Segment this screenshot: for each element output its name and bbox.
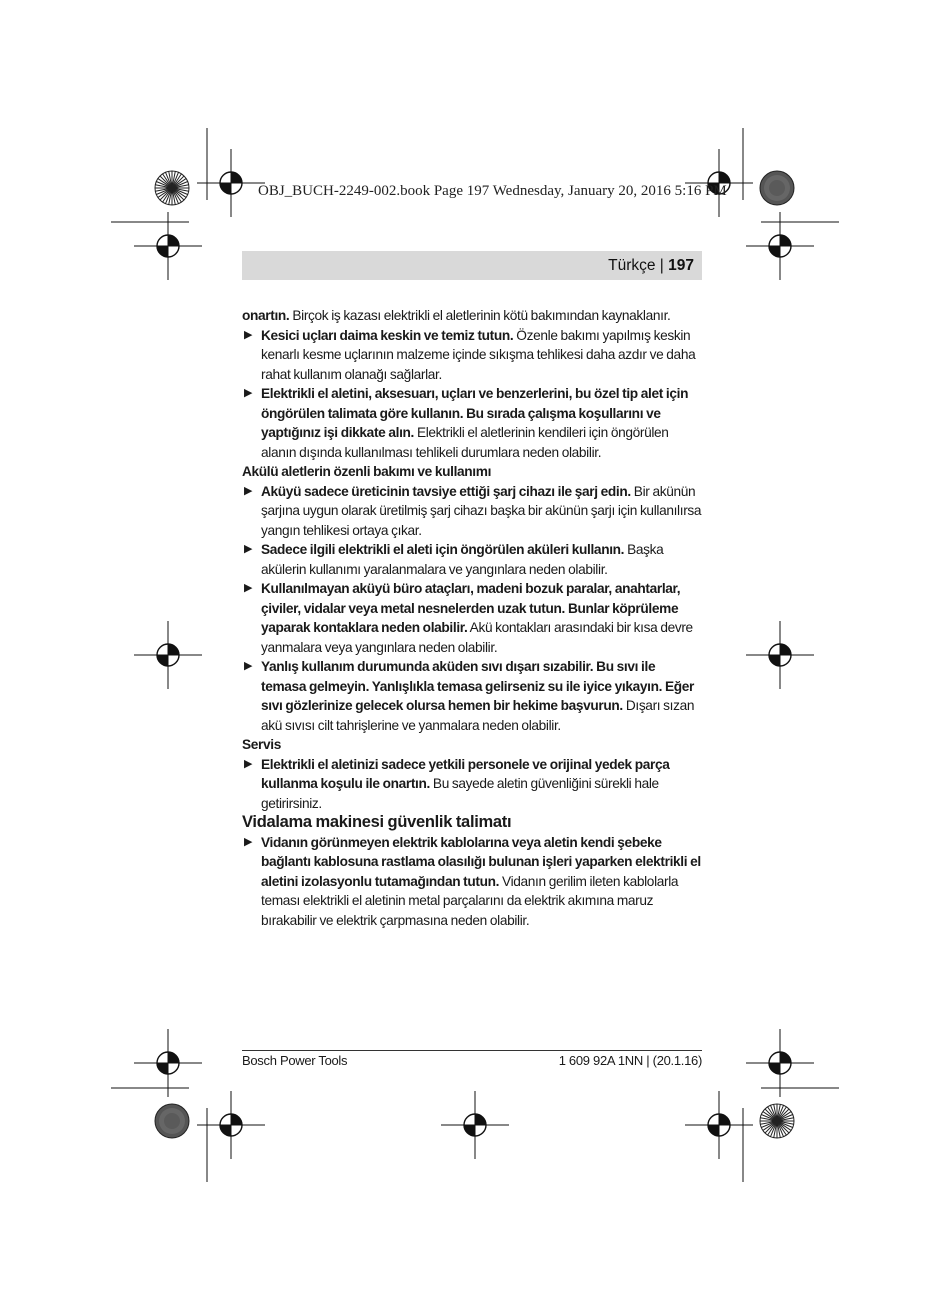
triangle-right-icon: ▶ (244, 484, 253, 497)
bullet-item: ▶ Elektrikli el aletinizi sadece yetkili personele ve orijinal yedek parça kullanma koşulu ile onartın. Bu sayede aletin güvenliğini sürekli hale getirirsiniz. (244, 756, 670, 811)
bullet-item: ▶ Kesici uçları daima keskin ve temiz tutun. Özenle bakımı yapılmış keskin kenarlı kesme uçlarının malzeme içinde sıkışma tehlikesi daha azdır ve daha rahat kullanım olanağı sağlarlar. (244, 327, 696, 382)
bullet-item: ▶ Yanlış kullanım durumunda aküden sıvı dışarı sızabilir. Bu sıvı ile temasa gelmeyin. Yanlışlıkla temasa gelirseniz su ile iyice yıkayın. Eğer sıvı gözlerinize gelecek olursa hemen bir hekime başvurun. Dışarı sızan akü sıvısı cilt tahrişlerine ve yanmalara neden olabilir. (244, 659, 695, 733)
header-separator: | (655, 257, 669, 274)
page-header (242, 251, 702, 280)
header-language: Türkçe (608, 257, 656, 274)
footer-publisher: Bosch Power Tools (242, 1053, 348, 1068)
page-content (242, 306, 702, 930)
triangle-right-icon: ▶ (244, 387, 253, 399)
footer-doc-number: 1 609 92A 1NN | (20.1.16) (558, 1053, 702, 1068)
paragraph: onartın. Birçok iş kazası elektrikli el aletlerinin kötü bakımından kaynaklanır. (242, 308, 671, 323)
bullet-item: ▶ Sadece ilgili elektrikli el aleti için öngörülen aküleri kullanın. Başka akülerin kullanımı yaralanmalara ve yangınlara neden olabilir. (244, 542, 664, 577)
bullet-item: ▶ Aküyü sadece üreticinin tavsiye ettiği şarj cihazı ile şarj edin. Bir akünün şarjına uygun olarak üretilmiş şarj cihazı başka bir akünün şarjı için kullanılırsa yangın tehlikesi ortaya çıkar. (244, 483, 702, 538)
bullet-item: ▶ Vidanın görünmeyen elektrik kablolarına veya aletin kendi şebeke bağlantı kablosuna rastlama olasılığı bulunan işleri yaparken elektrikli el aletini izolasyonlu tutamağından tutun. Vidanın gerilim ileten kablolarla teması elektrikli el aletinin metal parçalarını da elektrik akımına maruz bırakabilir ve elektrik çarpmasına neden olabilir. (244, 834, 701, 928)
triangle-right-icon: ▶ (244, 543, 253, 555)
triangle-right-icon: ▶ (244, 835, 253, 848)
section-heading: Akülü aletlerin özenli bakımı ve kullanımı (242, 464, 492, 479)
triangle-right-icon: ▶ (244, 660, 253, 672)
print-slug: OBJ_BUCH-2249-002.book Page 197 Wednesday, January 20, 2016 5:16 PM (258, 183, 727, 199)
footer-rule (242, 1050, 702, 1051)
triangle-right-icon: ▶ (244, 757, 253, 770)
page-number: 197 (668, 257, 694, 274)
section-heading: Servis (242, 737, 281, 752)
triangle-right-icon: ▶ (244, 582, 253, 594)
header-text (608, 257, 694, 275)
triangle-right-icon: ▶ (244, 328, 253, 341)
chapter-heading: Vidalama makinesi güvenlik talimatı (242, 813, 512, 831)
bullet-item: ▶ Elektrikli el aletini, aksesuarı, uçları ve benzerlerini, bu özel tip alet için öngörülen talimata göre kullanın. Bu sırada çalışma koşullarını ve yaptığınız işi dikkate alın. Elektrikli el aletlerinin kendileri için öngörülen alanın dışında kullanılması tehlikeli durumlara neden olabilir. (244, 386, 689, 460)
bullet-item: ▶ Kullanılmayan aküyü büro ataçları, madeni bozuk paralar, anahtarlar, çiviler, vidalar veya metal nesnelerden uzak tutun. Bunlar köprüleme yaparak kontaklara neden olabilir. Akü kontakları arasındaki bir kısa devre yanmalara veya yangınlara neden olabilir. (244, 581, 693, 655)
